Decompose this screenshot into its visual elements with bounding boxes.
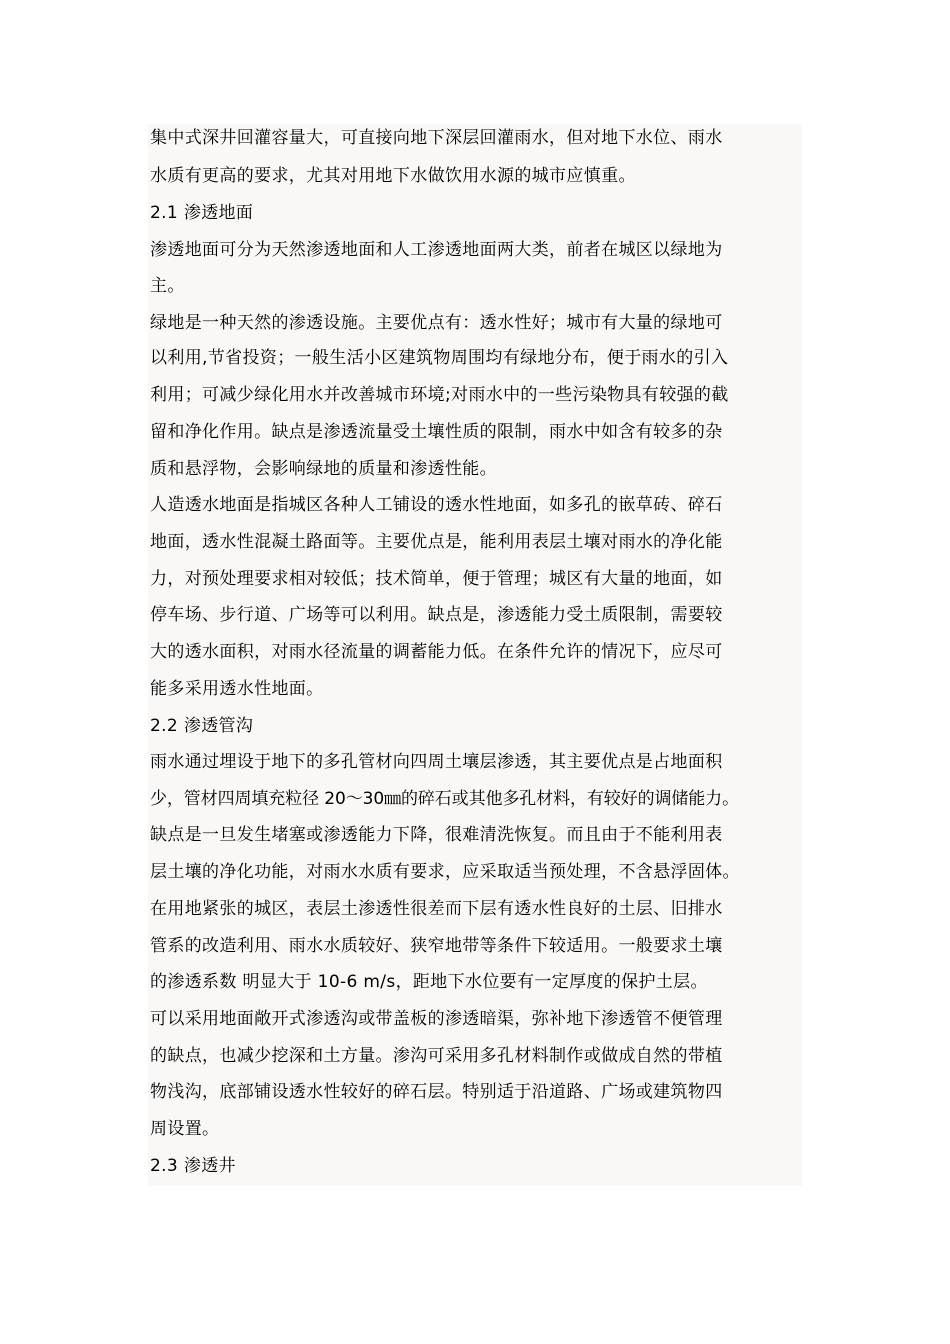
paragraph-line: 绿地是一种天然的渗透设施。主要优点有：透水性好；城市有大量的绿地可 xyxy=(150,313,723,333)
paragraph-line: 物浅沟，底部铺设透水性较好的碎石层。特别适于沿道路、广场或建筑物四 xyxy=(150,1082,723,1102)
paragraph-line: 在用地紧张的城区，表层土渗透性很差而下层有透水性良好的土层、旧排水 xyxy=(150,899,723,919)
paragraph-line: 集中式深井回灌容量大，可直接向地下深层回灌雨水，但对地下水位、雨水 xyxy=(150,128,723,148)
paragraph-line: 留和净化作用。缺点是渗透流量受土壤性质的限制，雨水中如含有较多的杂 xyxy=(150,422,723,442)
section-heading-2-2: 2.2 渗透管沟 xyxy=(150,716,254,736)
document-text-block xyxy=(148,124,802,1186)
paragraph-line: 力，对预处理要求相对较低；技术简单，便于管理；城区有大量的地面，如 xyxy=(150,569,723,589)
paragraph-line: 周设置。 xyxy=(150,1119,220,1139)
paragraph-line: 利用；可减少绿化用水并改善城市环境;对雨水中的一些污染物具有较强的截 xyxy=(150,385,729,405)
paragraph-line: 地面，透水性混凝土路面等。主要优点是，能利用表层土壤对雨水的净化能 xyxy=(150,532,723,552)
paragraph-line: 人造透水地面是指城区各种人工铺设的透水性地面，如多孔的嵌草砖、碎石 xyxy=(150,495,723,515)
paragraph-line: 主。 xyxy=(150,276,185,296)
paragraph-line: 少，管材四周填充粒径 20～30㎜的碎石或其他多孔材料，有较好的调储能力。 xyxy=(150,789,739,809)
paragraph-line: 缺点是一旦发生堵塞或渗透能力下降，很难清洗恢复。而且由于不能利用表 xyxy=(150,825,723,845)
paragraph-line: 以利用,节省投资；一般生活小区建筑物周围均有绿地分布，便于雨水的引入 xyxy=(150,348,729,368)
paragraph-line: 能多采用透水性地面。 xyxy=(150,679,324,699)
paragraph-line: 层土壤的净化功能，对雨水水质有要求，应采取适当预处理，不含悬浮固体。 xyxy=(150,862,740,882)
paragraph-line: 的缺点，也减少挖深和土方量。渗沟可采用多孔材料制作或做成自然的带植 xyxy=(150,1046,723,1066)
paragraph-line: 水质有更高的要求，尤其对用地下水做饮用水源的城市应慎重。 xyxy=(150,166,636,186)
section-heading-2-3: 2.3 渗透井 xyxy=(150,1156,236,1176)
section-heading-2-1: 2.1 渗透地面 xyxy=(150,203,254,223)
paragraph-line: 可以采用地面敞开式渗透沟或带盖板的渗透暗渠，弥补地下渗透管不便管理 xyxy=(150,1009,723,1029)
paragraph-line: 渗透地面可分为天然渗透地面和人工渗透地面两大类，前者在城区以绿地为 xyxy=(150,240,723,260)
paragraph-line: 管系的改造利用、雨水水质较好、狭窄地带等条件下较适用。一般要求土壤 xyxy=(150,936,723,956)
paragraph-line: 大的透水面积，对雨水径流量的调蓄能力低。在条件允许的情况下，应尽可 xyxy=(150,642,723,662)
paragraph-line: 的渗透系数 明显大于 10-6 m/s，距地下水位要有一定厚度的保护土层。 xyxy=(150,972,708,992)
paragraph-line: 停车场、步行道、广场等可以利用。缺点是，渗透能力受土质限制，需要较 xyxy=(150,605,723,625)
paragraph-line: 质和悬浮物，会影响绿地的质量和渗透性能。 xyxy=(150,459,497,479)
paragraph-line: 雨水通过埋设于地下的多孔管材向四周土壤层渗透，其主要优点是占地面积 xyxy=(150,752,723,772)
